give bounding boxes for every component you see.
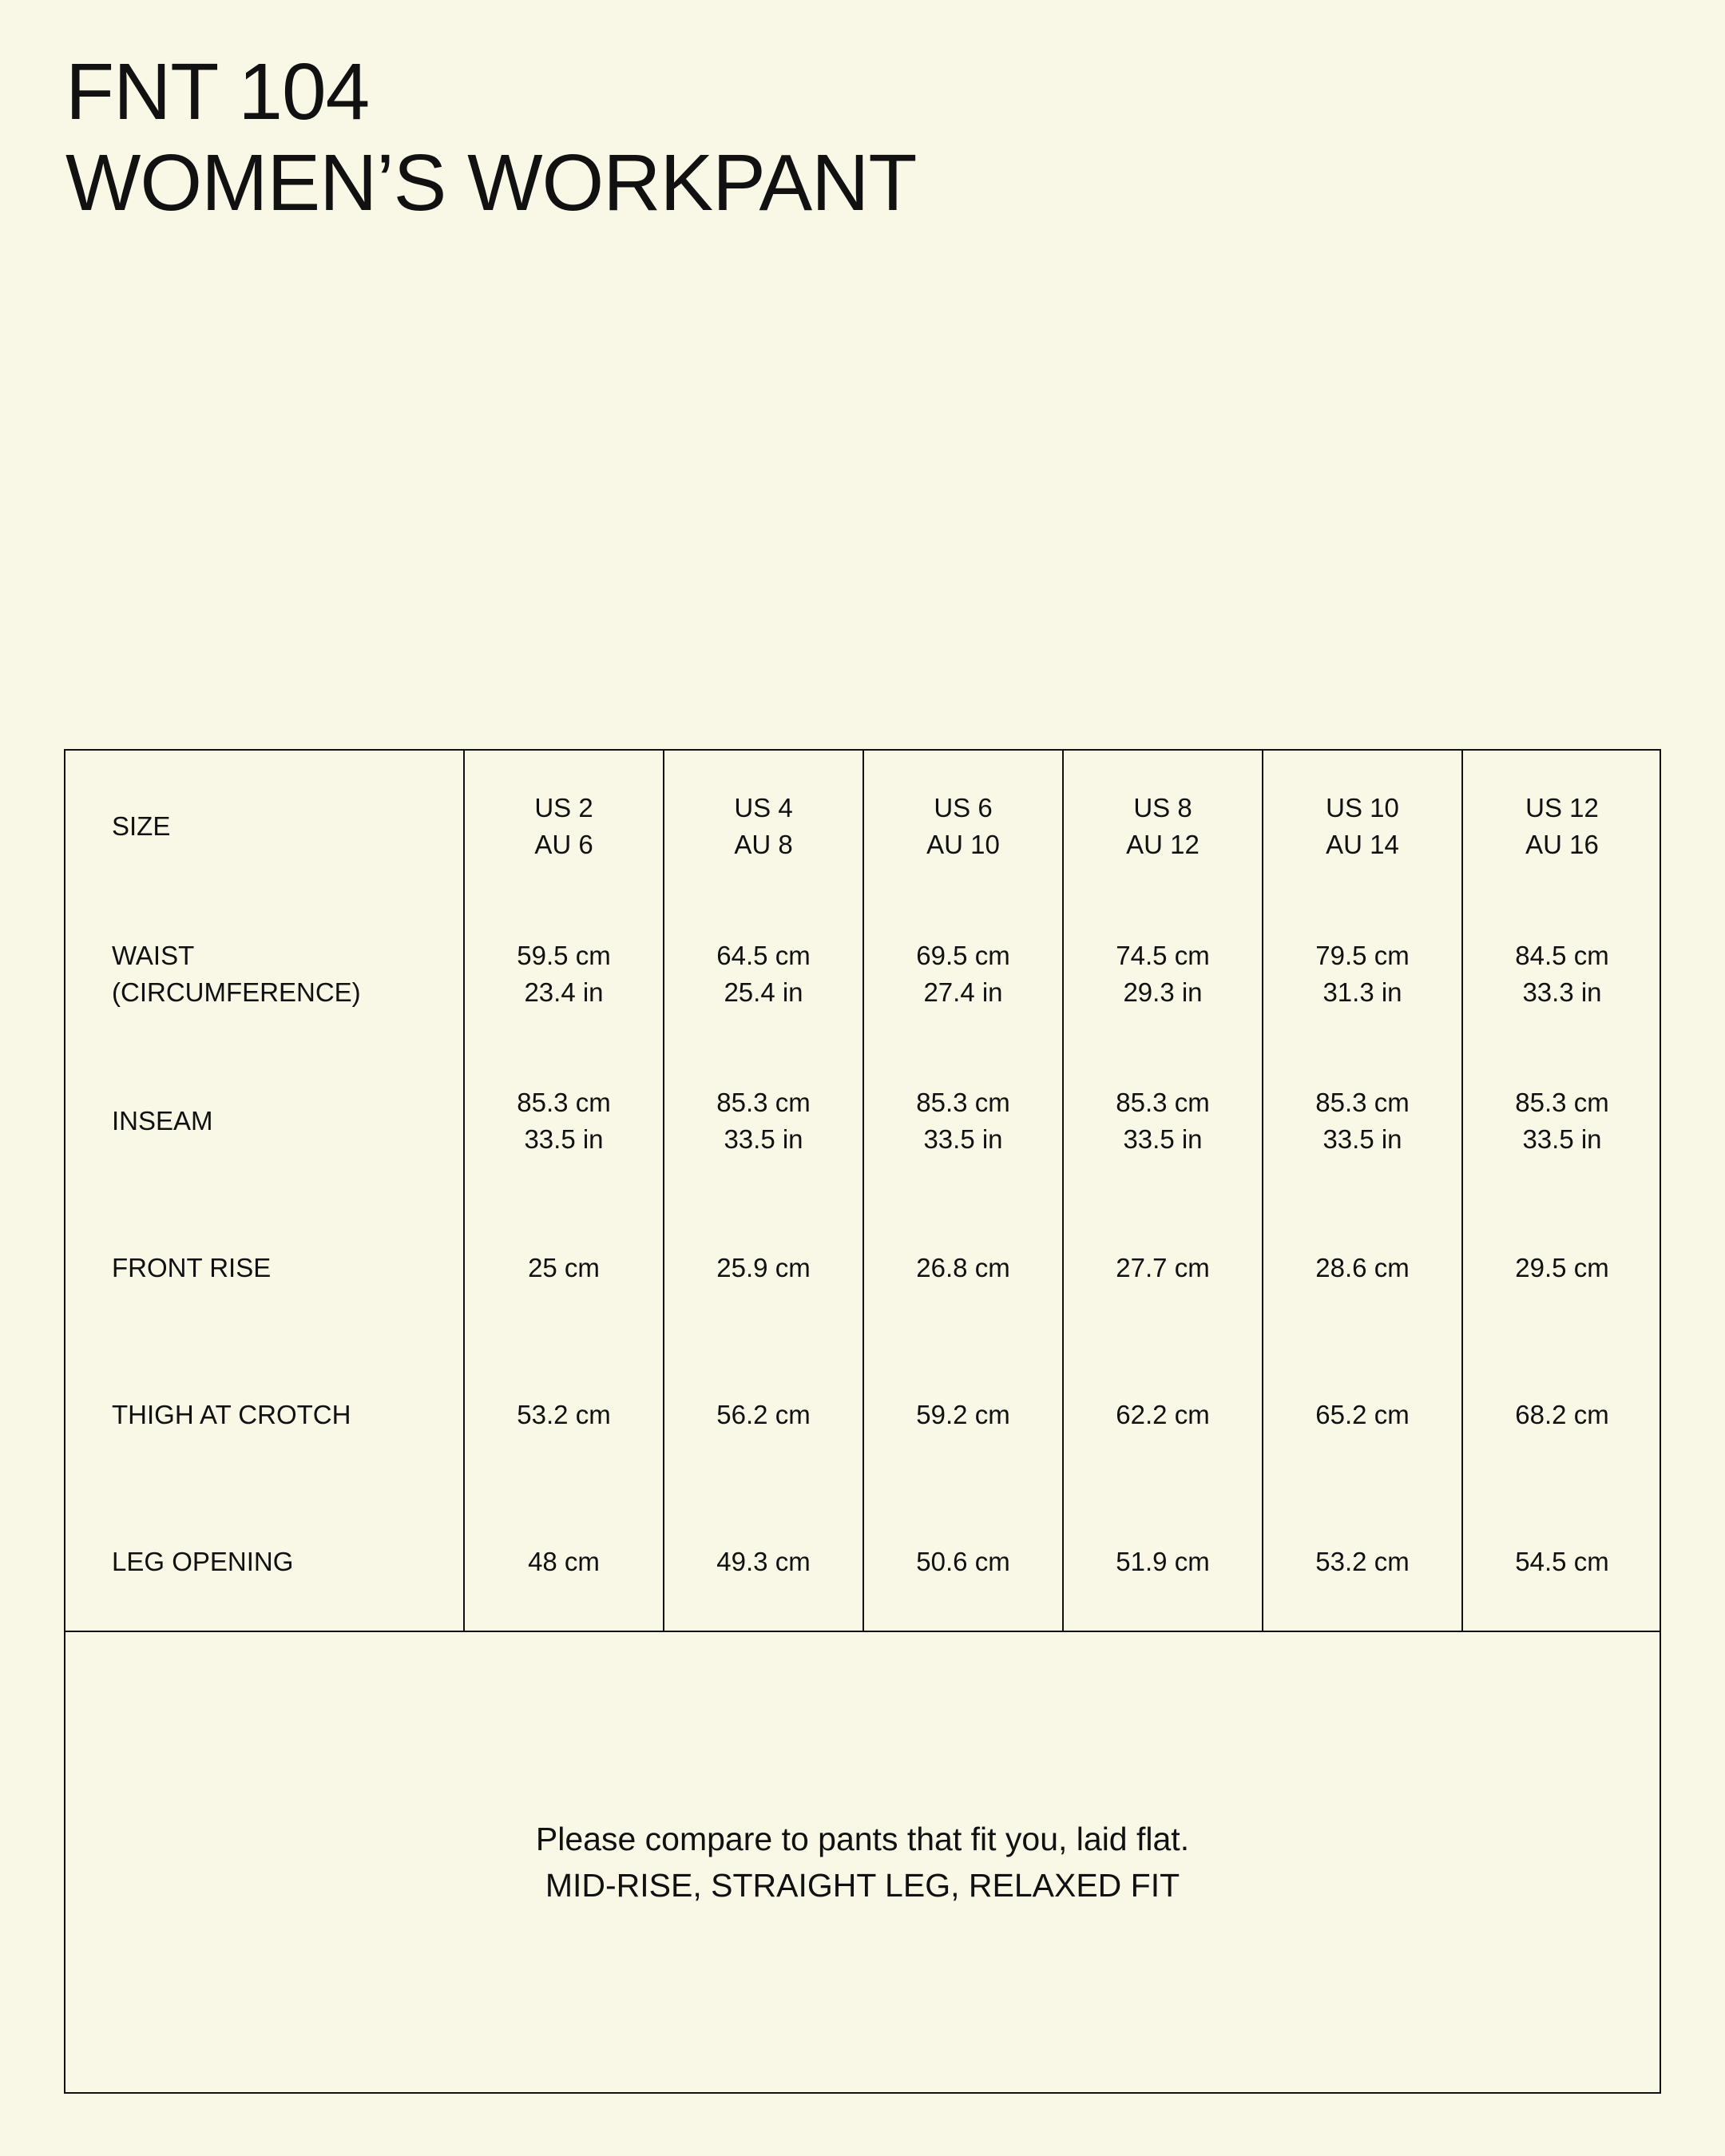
waist-cell: 59.5 cm 23.4 in (517, 941, 611, 1007)
front-rise-cell: 26.8 cm (916, 1253, 1010, 1282)
front-rise-cell: 25.9 cm (716, 1253, 811, 1282)
row-label-size: SIZE (112, 811, 171, 841)
fit-description: MID-RISE, STRAIGHT LEG, RELAXED FIT (545, 1867, 1180, 1904)
size-cell: US 8 AU 12 (1126, 793, 1200, 859)
row-label-inseam: INSEAM (112, 1106, 213, 1135)
row-label-waist: WAIST (CIRCUMFERENCE) (112, 941, 361, 1007)
thigh-cell: 68.2 cm (1515, 1400, 1609, 1429)
inseam-cell: 85.3 cm 33.5 in (1315, 1088, 1410, 1154)
size-cell: US 10 AU 14 (1326, 793, 1399, 859)
waist-cell: 69.5 cm 27.4 in (916, 941, 1010, 1007)
waist-cell: 74.5 cm 29.3 in (1116, 941, 1210, 1007)
size-chart-table (64, 749, 1661, 1632)
product-code: FNT 104 (65, 47, 370, 137)
row-labels-column (65, 751, 463, 1631)
row-label-leg-opening: LEG OPENING (112, 1547, 294, 1576)
waist-cell: 64.5 cm 25.4 in (716, 941, 811, 1007)
thigh-cell: 65.2 cm (1315, 1400, 1410, 1429)
size-column-us6 (862, 751, 1062, 1631)
size-column-us10 (1262, 751, 1461, 1631)
row-label-front-rise: FRONT RISE (112, 1253, 272, 1282)
thigh-cell: 56.2 cm (716, 1400, 811, 1429)
thigh-cell: 53.2 cm (517, 1400, 611, 1429)
size-cell: US 12 AU 16 (1525, 793, 1599, 859)
size-column-us12 (1461, 751, 1661, 1631)
fit-note-box (64, 1631, 1661, 2094)
size-column-us8 (1062, 751, 1262, 1631)
waist-cell: 79.5 cm 31.3 in (1315, 941, 1410, 1007)
inseam-cell: 85.3 cm 33.5 in (716, 1088, 811, 1154)
leg-opening-cell: 53.2 cm (1315, 1547, 1410, 1576)
thigh-cell: 59.2 cm (916, 1400, 1010, 1429)
size-cell: US 6 AU 10 (926, 793, 1000, 859)
size-column-us4 (663, 751, 862, 1631)
leg-opening-cell: 49.3 cm (716, 1547, 811, 1576)
inseam-cell: 85.3 cm 33.5 in (517, 1088, 611, 1154)
inseam-cell: 85.3 cm 33.5 in (1116, 1088, 1210, 1154)
size-column-us2 (463, 751, 663, 1631)
size-cell: US 2 AU 6 (534, 793, 593, 859)
page-title (65, 46, 916, 228)
waist-cell: 84.5 cm 33.3 in (1515, 941, 1609, 1007)
fit-instruction: Please compare to pants that fit you, laid flat. (535, 1821, 1190, 1857)
inseam-cell: 85.3 cm 33.5 in (1515, 1088, 1609, 1154)
inseam-cell: 85.3 cm 33.5 in (916, 1088, 1010, 1154)
product-name: WOMEN’S WORKPANT (65, 138, 917, 228)
front-rise-cell: 25 cm (528, 1253, 600, 1282)
front-rise-cell: 27.7 cm (1116, 1253, 1210, 1282)
leg-opening-cell: 48 cm (528, 1547, 600, 1576)
front-rise-cell: 28.6 cm (1315, 1253, 1410, 1282)
size-cell: US 4 AU 8 (734, 793, 793, 859)
leg-opening-cell: 54.5 cm (1515, 1547, 1609, 1576)
row-label-thigh-at-crotch: THIGH AT CROTCH (112, 1400, 351, 1429)
leg-opening-cell: 50.6 cm (916, 1547, 1010, 1576)
thigh-cell: 62.2 cm (1116, 1400, 1210, 1429)
front-rise-cell: 29.5 cm (1515, 1253, 1609, 1282)
leg-opening-cell: 51.9 cm (1116, 1547, 1210, 1576)
